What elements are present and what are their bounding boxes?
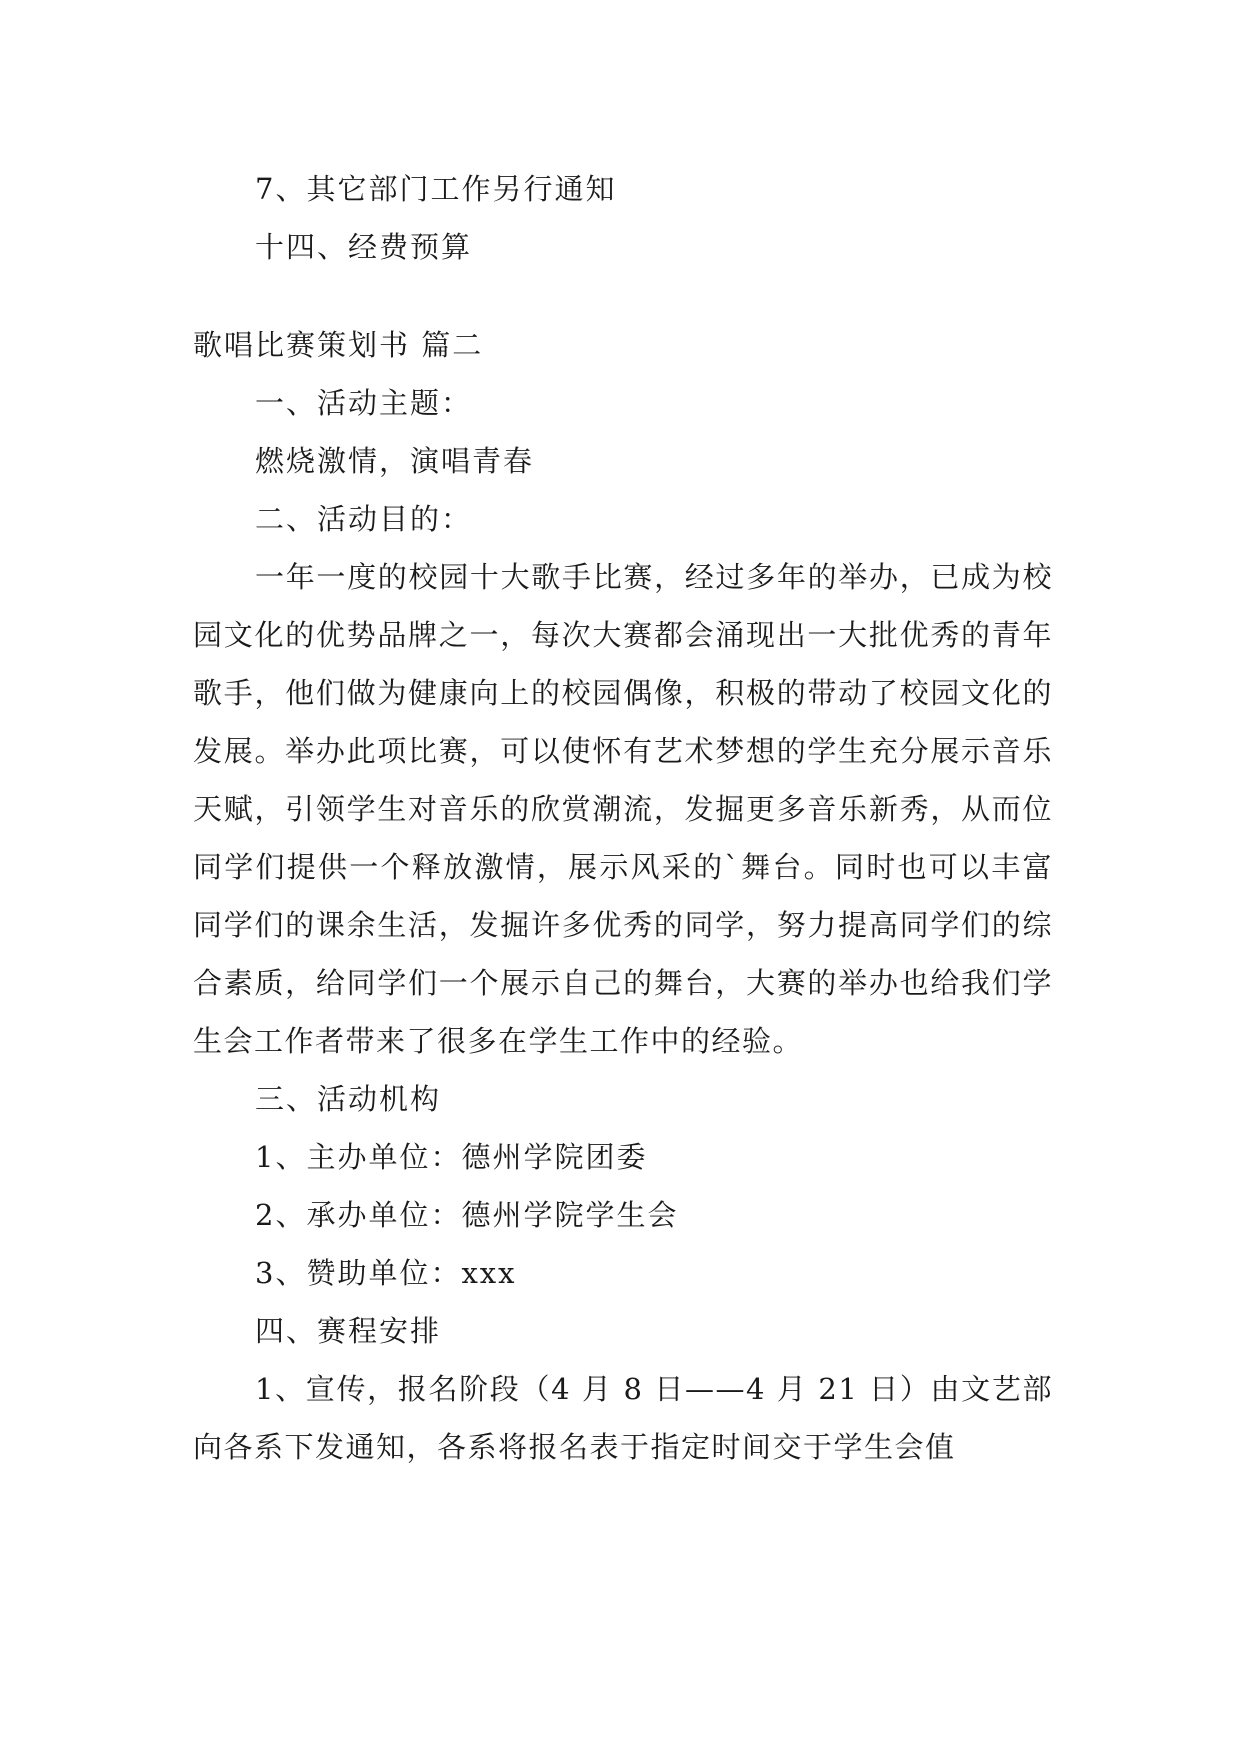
org-item-host: 2、承办单位：德州学院学生会 — [255, 1198, 679, 1232]
theme-text: 燃烧激情，演唱青春 — [255, 444, 535, 478]
heading-budget: 十四、经费预算 — [255, 230, 473, 264]
list-item-other-departments: 7、其它部门工作另行通知 — [255, 172, 617, 206]
purpose-paragraph: 一年一度的校园十大歌手比赛，经过多年的举办，已成为校园文化的优势品牌之一，每次大赛都会涌现出一大批优秀的青年歌手，他们做为健康向上的校园偶像，积极的带动了校园文化的发展。举办此项比赛，可以使怀有艺术梦想的学生充分展示音乐天赋，引领学生对音乐的欣赏潮流，发掘更多音乐新秀，从而位同学们提供一个释放激情，展示风采的`舞台。同时也可以丰富同学们的课余生活，发掘许多优秀的同学，努力提高同学们的综合素质，给同学们一个展示自己的舞台，大赛的举办也给我们学生会工作者带来了很多在学生工作中的经验。 — [193, 560, 1053, 1058]
org-item-sponsor: 3、赞助单位：xxx — [255, 1256, 517, 1290]
heading-theme: 一、活动主题： — [255, 386, 473, 420]
spacer — [193, 276, 1053, 316]
schedule-paragraph: 1、宣传，报名阶段（4 月 8 日——4 月 21 日）由文艺部向各系下发通知，各系将报名表于指定时间交于学生会值 — [193, 1372, 1053, 1464]
section-title: 歌唱比赛策划书 篇二 — [193, 328, 484, 362]
document-body — [193, 160, 1053, 1476]
heading-purpose: 二、活动目的： — [255, 502, 473, 536]
org-item-organizer: 1、主办单位：德州学院团委 — [255, 1140, 648, 1174]
heading-organization: 三、活动机构 — [255, 1082, 442, 1116]
heading-schedule: 四、赛程安排 — [255, 1314, 442, 1348]
